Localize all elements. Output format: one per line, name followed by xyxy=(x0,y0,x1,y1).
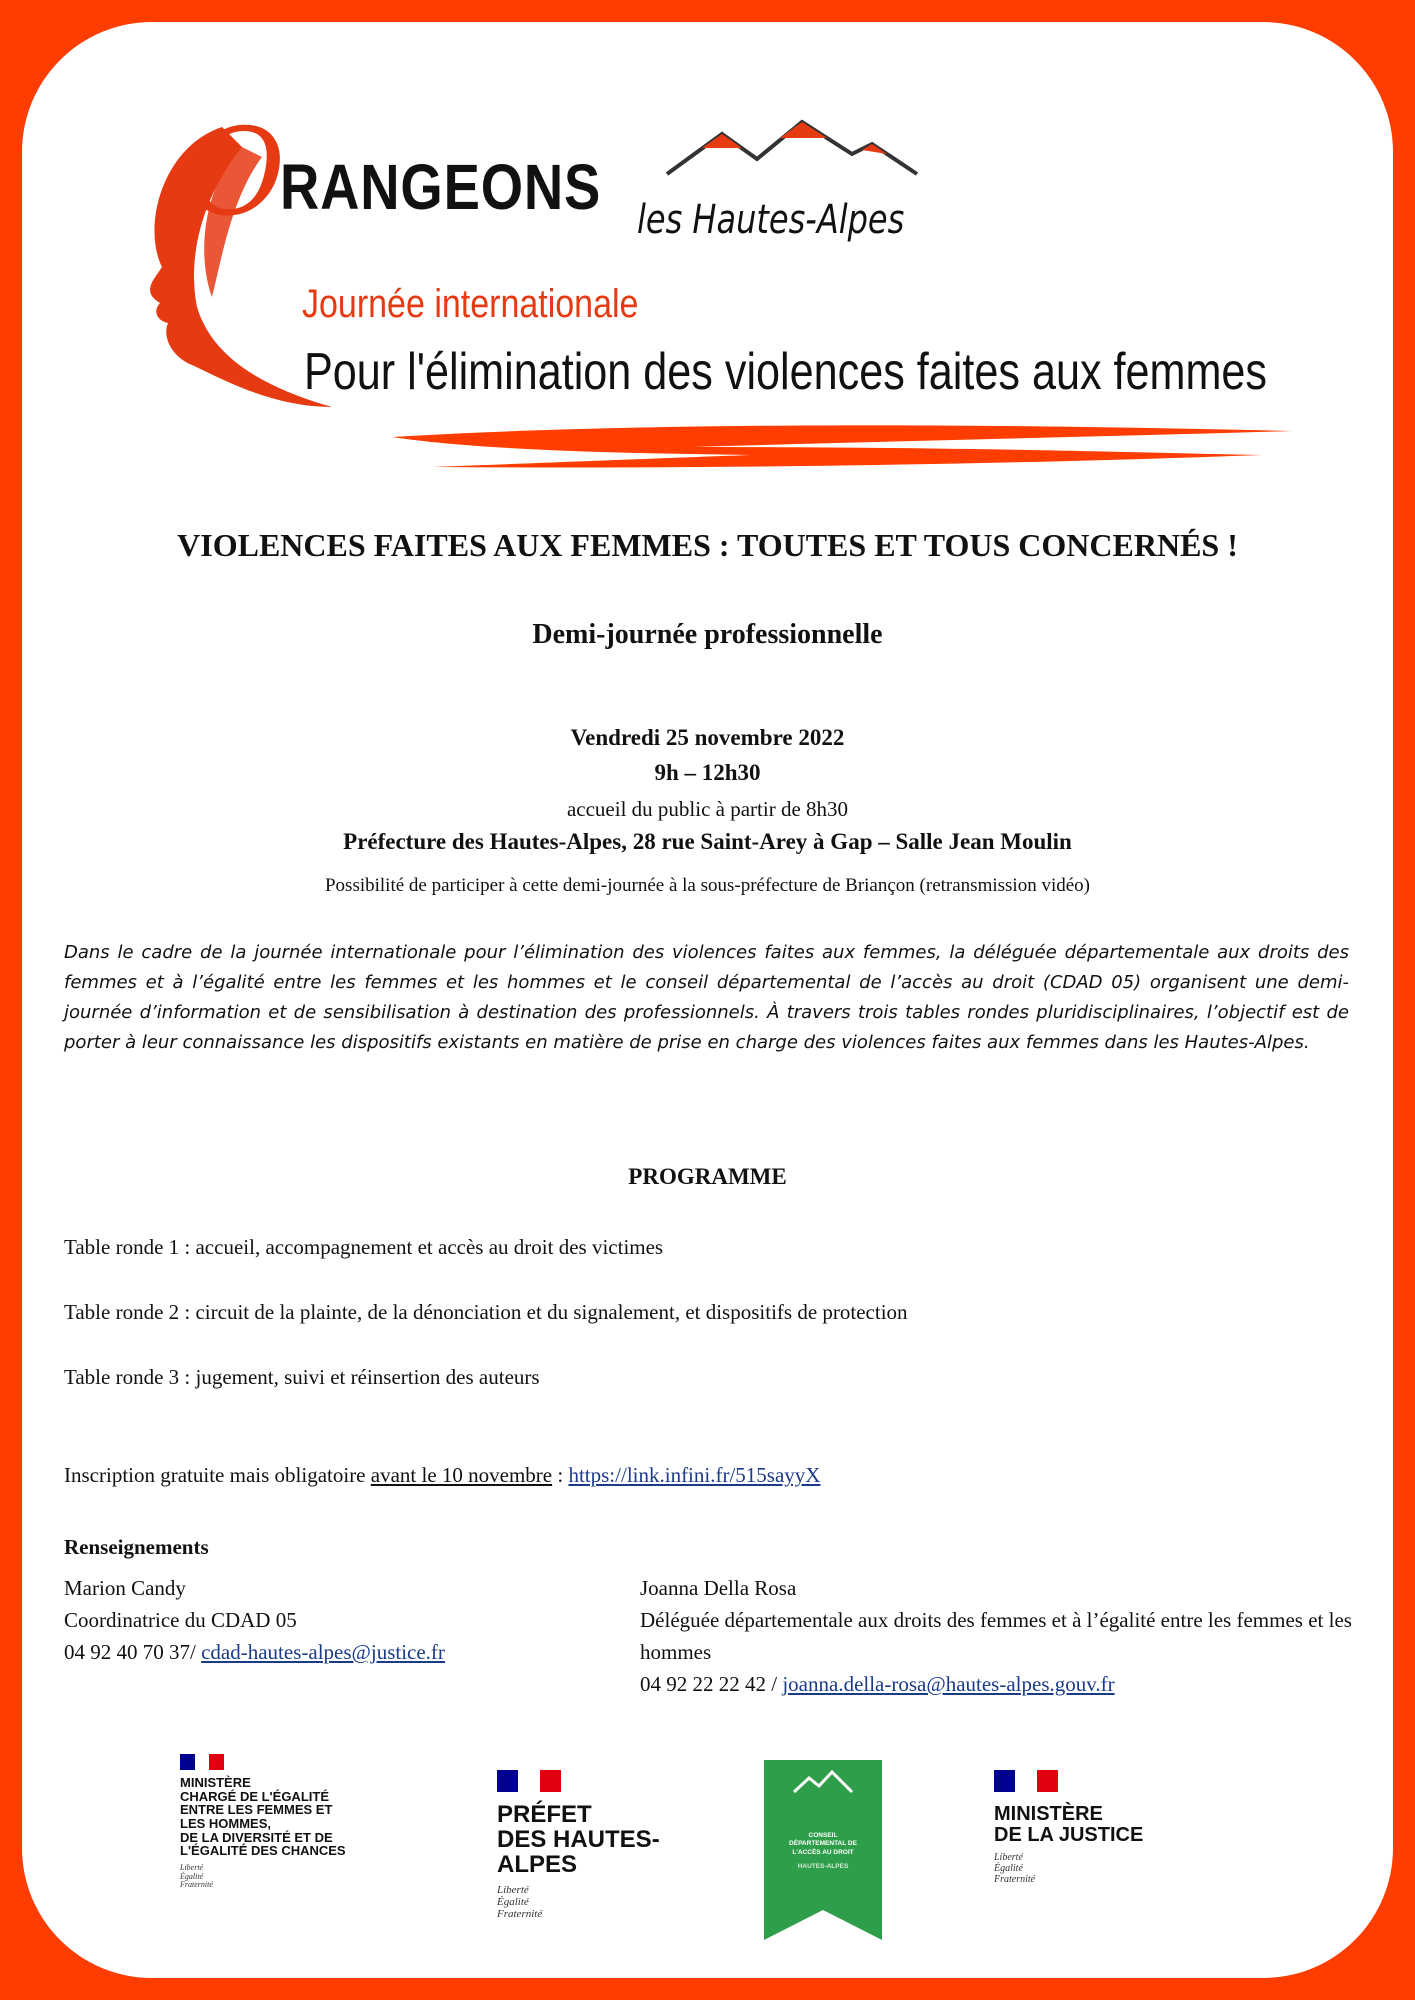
justice-line: DE LA JUSTICE xyxy=(994,1824,1144,1846)
inscription-link[interactable]: https://link.infini.fr/515sayyX xyxy=(568,1463,821,1487)
devise-line: Liberté xyxy=(180,1862,204,1872)
inscription-line xyxy=(64,1463,820,1488)
inscription-deadline: avant le 10 novembre xyxy=(370,1463,553,1487)
contact-right-role: Déléguée départementale aux droits des femmes et à l’égalité entre les femmes et les hommes xyxy=(640,1608,1352,1664)
ministere-egalite-line: L'ÉGALITÉ DES CHANCES xyxy=(180,1843,346,1859)
inscription-separator: : xyxy=(552,1463,569,1487)
event-time: 9h – 12h30 xyxy=(654,760,761,785)
contact-left-name: Marion Candy xyxy=(64,1576,186,1600)
devise-line: Liberté xyxy=(994,1852,1023,1863)
devise-line: Égalité xyxy=(180,1871,204,1881)
devise-line: Égalité xyxy=(994,1863,1023,1874)
logo-prefet xyxy=(497,1770,677,1920)
prefet-line: DES HAUTES- xyxy=(497,1826,660,1854)
ministere-egalite-line: MINISTÈRE xyxy=(180,1775,251,1790)
cdad-line: CONSEIL xyxy=(808,1832,838,1839)
prefet-line: PRÉFET xyxy=(497,1801,592,1828)
logo-title: RANGEONS xyxy=(280,151,602,223)
cdad-line: HAUTES-ALPES xyxy=(797,1863,849,1871)
inscription-prefix: Inscription gratuite mais obligatoire xyxy=(64,1463,371,1487)
cdad-line: L'ACCÈS AU DROIT xyxy=(792,1848,854,1856)
contact-right xyxy=(640,1572,1360,1700)
prefet-line: ALPES xyxy=(497,1851,578,1879)
subtitle: Demi-journée professionnelle xyxy=(532,619,883,650)
event-location: Préfecture des Hautes-Alpes, 28 rue Saint-Arey à Gap – Salle Jean Moulin xyxy=(343,829,1072,854)
contact-left-email[interactable]: cdad-hautes-alpes@justice.fr xyxy=(201,1640,445,1664)
logo-ministere-egalite xyxy=(180,1754,410,1890)
table-ronde-2: Table ronde 2 : circuit de la plainte, de la dénonciation et du signalement, et dispositifs de protection xyxy=(64,1300,908,1324)
journee-label: Journée internationale xyxy=(302,282,639,326)
ministere-egalite-line: LES HOMMES, xyxy=(180,1815,272,1831)
logo-o-letter: O xyxy=(187,104,286,243)
contact-left xyxy=(64,1572,584,1668)
intro-paragraph: Dans le cadre de la journée internationale pour l’élimination des violences faites aux femmes, la déléguée départementale aux droits des femmes et à l’égalité entre les femmes et les hommes et le conseil départemental de l’accès au droit (CDAD 05) organisent une demi-journée d’information et de sensibilisation à destination des professionnels. À travers trois tables rondes pluridisciplinaires, l’objectif est de porter à leur connaissance les dispositifs existants en matière de prise en charge des violences faites aux femmes dans les Hautes-Alpes. xyxy=(64,942,1349,1053)
devise xyxy=(497,1884,677,1920)
brush-stroke xyxy=(392,417,1292,472)
cdad-line: DÉPARTEMENTAL DE xyxy=(789,1840,857,1848)
ministere-egalite-line: DE LA DIVERSITÉ ET DE xyxy=(180,1829,333,1845)
contact-right-email[interactable]: joanna.della-rosa@hautes-alpes.gouv.fr xyxy=(782,1672,1115,1696)
contact-left-role: Coordinatrice du CDAD 05 xyxy=(64,1608,297,1632)
event-date: Vendredi 25 novembre 2022 xyxy=(570,725,845,750)
remote-option: Possibilité de participer à cette demi-journée à la sous-préfecture de Briançon (retransmission vidéo) xyxy=(324,875,1090,896)
table-ronde-1: Table ronde 1 : accueil, accompagnement et accès au droit des victimes xyxy=(64,1235,664,1259)
logo-cdad xyxy=(764,1760,882,1940)
programme-heading: PROGRAMME xyxy=(628,1164,787,1189)
devise-line: Fraternité xyxy=(180,1880,213,1890)
page-title: VIOLENCES FAITES AUX FEMMES : TOUTES ET TOUS CONCERNÉS ! xyxy=(177,527,1238,563)
devise-line: Fraternité xyxy=(994,1874,1036,1885)
mountains-icon xyxy=(662,114,922,194)
devise xyxy=(180,1864,410,1890)
french-flag-icon xyxy=(180,1754,224,1770)
logo-subtitle: les Hautes-Alpes xyxy=(637,197,905,243)
devise xyxy=(994,1852,1194,1885)
accueil-info: accueil du public à partir de 8h30 xyxy=(566,797,849,821)
devise-line: Égalité xyxy=(497,1895,529,1908)
justice-line: MINISTÈRE xyxy=(994,1803,1103,1825)
pour-headline: Pour l'élimination des violences faites aux femmes xyxy=(304,343,1268,401)
french-flag-icon xyxy=(994,1770,1058,1792)
orangeons-logo xyxy=(22,22,1393,462)
table-ronde-3: Table ronde 3 : jugement, suivi et réinsertion des auteurs xyxy=(64,1365,540,1389)
contact-left-phone: 04 92 40 70 37/ xyxy=(64,1640,202,1664)
ministere-egalite-line: CHARGÉ DE L'ÉGALITÉ xyxy=(180,1788,329,1804)
ministere-egalite-line: ENTRE LES FEMMES ET xyxy=(180,1802,333,1818)
poster-card xyxy=(22,22,1393,1978)
contact-right-name: Joanna Della Rosa xyxy=(640,1576,797,1600)
contact-right-phone: 04 92 22 22 42 / xyxy=(640,1672,783,1696)
devise-line: Liberté xyxy=(497,1883,529,1896)
french-flag-icon xyxy=(497,1770,561,1792)
renseignements-heading: Renseignements xyxy=(64,1535,209,1559)
devise-line: Fraternité xyxy=(497,1907,543,1920)
logo-ministere-justice xyxy=(994,1770,1194,1885)
